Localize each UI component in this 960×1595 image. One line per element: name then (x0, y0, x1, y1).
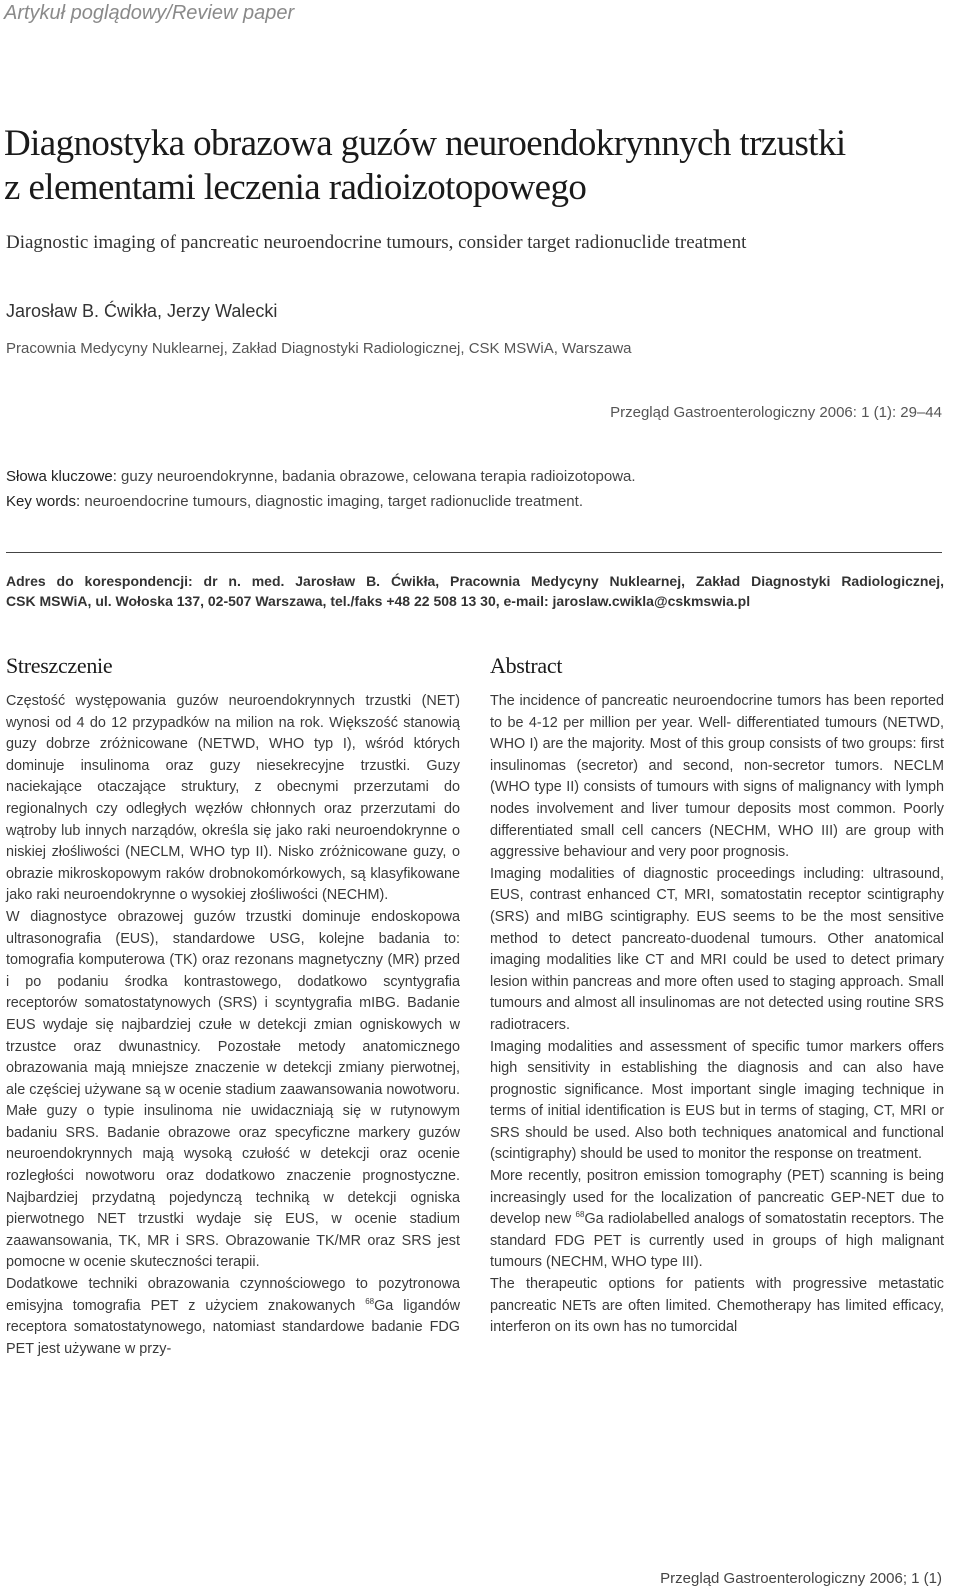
isotope-superscript: 68 (365, 1296, 375, 1306)
streszczenie-paragraph: Częstość występowania guzów neuroendokrynnych trzustki (NET) wynosi od 4 do 12 przypadków na milion na rok. Większość stanowią guzy dobrze zróżnicowane (NETWD, WHO typ I), wśród których dominuje insulinoma oraz guzy niesekrecyjne trzustki. Guzy naciekające otaczające struktury, z obecnymi przerzutami do regionalnych czy odległych węzłów chłonnych oraz przerzutami do wątroby lub innych narządów, określa się jako raki neuroendokrynne o niskiej złośliwości (NECLM, WHO typ II). Nisko zróżnicowane guzy, o obrazie mikroskopowym raków drobnokomórkowych, są klasyfikowane jako raki neuroendokrynne o wysokiej złośliwości (NECHM). (6, 693, 460, 904)
correspondence-address (6, 571, 944, 611)
streszczenie-paragraph: W diagnostyce obrazowej guzów trzustki dominuje endoskopowa ultrasonografia (EUS), standardowe USG, kolejne badania to: tomografia komputerowa (TK) oraz rezonans magnetyczny (MR) przed i po podaniu środka kontrastowego, dodatkowo scyntygrafia receptorów somatostatynowych (SRS) i scyntygrafia mIBG. Badanie EUS wydaje się najbardziej czułe w detekcji zmian ogniskowych w trzustce oraz dwunastnicy. Pozostałe metody anatomicznego obrazowania mają mniejsze znaczenie w detekcji zmiany pierwotnej, ale częściej używane są w ocenie stadium zaawansowania nowotworu. Małe guzy o typie insulinoma nie uwidaczniają się w rutynowym badaniu SRS. Badanie obrazowe oraz specyficzne markery guzów neuroendokrynnych mają wysoką czułość w detekcji oraz ocenie rozległości nowotworu oraz dodatkowo znaczenie prognostyczne. Najbardziej przydatną pojedynczą techniką w detekcji ogniska pierwotnego NET trzustki wydaje się EUS, w ocenie stadium zaawansowania, TK, MR i SRS. Obrazowanie TK/MR oraz SRS jest pomocne w ocenie skuteczności terapii. (6, 908, 460, 1271)
journal-reference: Przegląd Gastroenterologiczny 2006: 1 (1): 29–44 (610, 404, 942, 421)
keywords-polish-label: Słowa kluczowe: (6, 468, 117, 485)
streszczenie-paragraph (6, 1274, 460, 1360)
section-label: Artykuł poglądowy/Review paper (4, 2, 295, 24)
keywords-english (6, 493, 583, 510)
article-title-english: Diagnostic imaging of pancreatic neuroendocrine tumours, consider target radionuclide treatment (6, 232, 747, 253)
streszczenie-heading: Streszczenie (6, 653, 113, 678)
article-title-line-2: z elementami leczenia radioizotopowego (4, 167, 587, 208)
keywords-english-value: neuroendocrine tumours, diagnostic imaging, target radionuclide treatment. (80, 493, 583, 510)
abstract-text: More recently, positron emission tomography (PET) scanning is being increasingly used for the localization of pancreatic GEP-NET due to develop new (490, 1168, 944, 1228)
abstract-paragraph: The incidence of pancreatic neuroendocrine tumors has been reported to be 4-12 per million per year. Well- differentiated tumours (NETWD, WHO I) are the majority. Most of this group consists of two groups: first insulinomas (secretor) and second, non-secretor tumors. NECLM (WHO type II) consists of tumours with signs of malignancy with lymph nodes involvement and liver tumour deposits most common. Poorly differentiated small cell cancers (NECHM, WHO III) are group with aggressive behaviour and very poor prognosis. (490, 693, 944, 861)
streszczenie-column (6, 653, 460, 1360)
keywords-polish-value: guzy neuroendokrynne, badania obrazowe, celowana terapia radioizotopowa. (116, 468, 636, 485)
streszczenie-body (6, 691, 460, 1360)
abstract-paragraph: Imaging modalities and assessment of specific tumor markers offers high sensitivity in establishing the diagnosis and can also have prognostic significance. Most important single imaging technique in terms of initial identification is EUS but in terms of staging, CT, MRI or SRS should be used. Also both techniques anatomical and functional (scintigraphy) should be used to monitor the response on treatment. (490, 1038, 944, 1163)
affiliation: Pracownia Medycyny Nuklearnej, Zakład Diagnostyki Radiologicznej, CSK MSWiA, Warszawa (6, 340, 632, 357)
header-divider (6, 552, 942, 553)
abstract-paragraph: Imaging modalities of diagnostic proceedings including: ultrasound, EUS, contrast enhanced CT, MRI, somatostatin receptor scintigraphy (SRS) and mIBG scintigraphy. EUS seems to be the most sensitive method to detect pancreato-duodenal tumours. Other anatomical imaging modalities like CT and MRI could be used to detect primary lesion within pancreas and more often used to staging approach. Small tumours and almost all insulinomas are not detected using routine SRS radiotracers. (490, 865, 944, 1033)
abstract-column (490, 653, 944, 1339)
correspondence-line-2[interactable]: CSK MSWiA, ul. Wołoska 137, 02-507 Warszawa, tel./faks +48 22 508 13 30, e-mail: jaroslaw.cwikla@cskmswia.pl (6, 593, 751, 609)
keywords-english-label: Key words: (6, 493, 81, 510)
abstract-paragraph: The therapeutic options for patients with progressive metastatic pancreatic NETs are often limited. Chemotherapy has limited efficacy, interferon on its own has no tumorcidal (490, 1276, 944, 1336)
keywords-polish (6, 468, 636, 485)
article-title-line-1: Diagnostyka obrazowa guzów neuroendokrynnych trzustki (4, 123, 846, 164)
authors: Jarosław B. Ćwikła, Jerzy Walecki (6, 301, 278, 321)
page-footer: Przegląd Gastroenterologiczny 2006; 1 (1) (660, 1570, 942, 1587)
abstract-text: Ga radiolabelled analogs of somatostatin receptors. The standard FDG PET is currently used in groups of high malignant tumours (NECHM, WHO type III). (490, 1211, 944, 1271)
correspondence-line-1: Adres do korespondencji: dr n. med. Jarosław B. Ćwikła, Pracownia Medycyny Nuklearnej, Zakład Diagnostyki Radiologicznej, (6, 573, 944, 589)
streszczenie-text: Dodatkowe techniki obrazowania czynnościowego to pozytronowa emisyjna tomografia PET z użyciem znakowanych (6, 1276, 460, 1314)
abstract-body (490, 691, 944, 1339)
isotope-superscript: 68 (575, 1210, 585, 1220)
abstract-paragraph (490, 1166, 944, 1274)
abstract-heading: Abstract (490, 653, 563, 678)
article-title (4, 122, 954, 210)
streszczenie-text: Ga ligandów receptora somatostatynowego, natomiast standardowe badanie FDG PET jest używane w przy- (6, 1297, 461, 1357)
